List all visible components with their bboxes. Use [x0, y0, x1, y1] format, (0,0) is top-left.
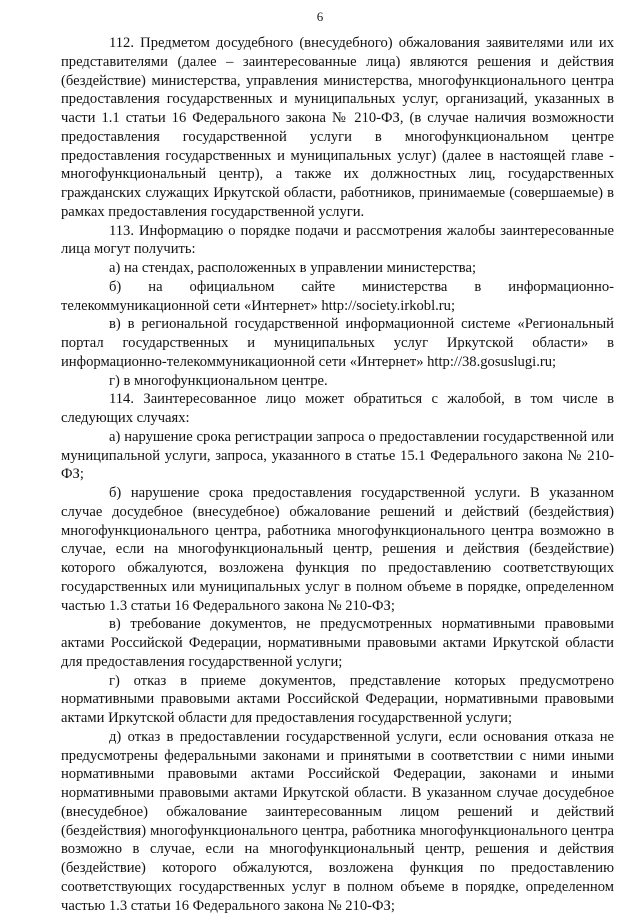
list-item-114-v: в) требование документов, не предусмотренных нормативными правовыми актами Российской Федерации, нормативными правовыми актами Иркутской области для предоставления государственной услуги; — [61, 616, 614, 670]
list-item-114-d: д) отказ в предоставлении государственной услуги, если основания отказа не предусмотрены федеральными законами и принятыми в соответствии с ними иными нормативными правовыми актами Российской Федерации, законами и иными нормативными правовыми актами Иркутской области. В указанном случае досудебное (внесудебное) обжалование заинтересованным лицом решений и действий (бездействия) многофункционального центра, работника многофункционального центра возможно в случае, если на многофункциональный центр, решения и действия (бездействие) которого обжалуются, возложена функция по предоставлению соответствующих государственных услуг в полном объеме в порядке, определенном частью 1.3 статьи 16 Федерального закона № 210-ФЗ; — [61, 728, 614, 914]
list-item-113-v: в) в региональной государственной информационной системе «Региональный портал государственных и муниципальных услуг Иркутской области» в информационно-телекоммуникационной сети «Интернет» http://38.gosuslugi.ru; — [61, 316, 614, 370]
list-item-113-b: б) на официальном сайте министерства в информационно-телекоммуникационной сети «Интернет» http://society.irkobl.ru; — [61, 278, 614, 314]
paragraph-113: 113. Информацию о порядке подачи и рассмотрения жалобы заинтересованные лица могут получить: — [61, 222, 614, 258]
list-item-114-g: г) отказ в приеме документов, представление которых предусмотрено нормативными правовыми актами Российской Федерации, нормативными правовыми актами Иркутской области для предоставления государственной услуги; — [61, 672, 614, 726]
paragraph-112: 112. Предметом досудебного (внесудебного) обжалования заявителями или их представителями (далее – заинтересованные лица) являются решения и действия (бездействие) министерства, управления министерства, многофункционального центра предоставления государственных и муниципальных услуг, организаций, указанных в части 1.1 статьи 16 Федерального закона № 210-ФЗ, (в случае наличия возможности предоставления государственной услуги в многофункциональном центре предоставления государственных и муниципальных услуг) (далее в настоящей главе - многофункциональный центр), а также их должностных лиц, государственных гражданских служащих Иркутской области, работников, принимаемые (совершаемые) в рамках предоставления государственной услуги. — [61, 35, 614, 220]
list-item-113-g: г) в многофункциональном центре. — [109, 372, 328, 389]
list-item-113-a: а) на стендах, расположенных в управлении министерства; — [109, 260, 477, 276]
document-body — [61, 34, 614, 915]
list-item-114-b: б) нарушение срока предоставления государственной услуги. В указанном случае досудебное (внесудебное) обжалование решений и действий (бездействия) многофункционального центра, работника многофункционального центра возможно в случае, если на многофункциональный центр, решения и действия (бездействие) которого обжалуются, возложена функция по предоставлению соответствующих государственных или муниципальных услуг в полном объеме в порядке, определенном частью 1.3 статьи 16 Федерального закона № 210-ФЗ; — [61, 485, 614, 614]
page-number: 6 — [316, 9, 324, 24]
list-item-114-a: а) нарушение срока регистрации запроса о предоставлении государственной или муниципальной услуги, запроса, указанного в статье 15.1 Федерального закона № 210-ФЗ; — [61, 428, 614, 483]
paragraph-114: 114. Заинтересованное лицо может обратиться с жалобой, в том числе в следующих случаях: — [61, 391, 614, 426]
